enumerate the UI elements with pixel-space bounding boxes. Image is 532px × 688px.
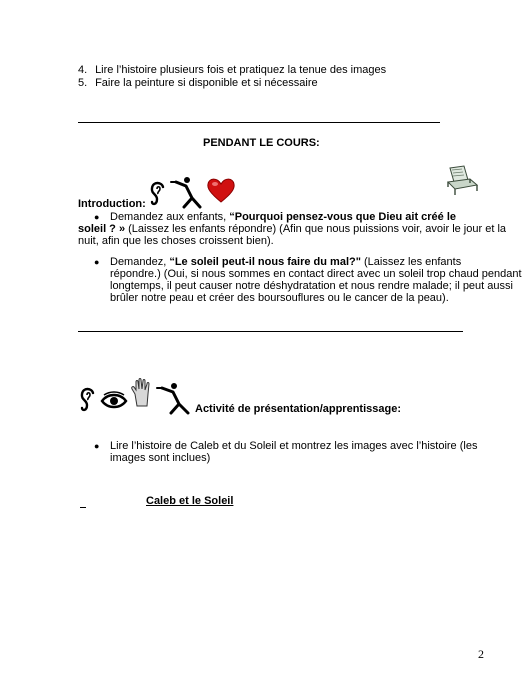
activity-title: Activité de présentation/apprentissage: [195, 403, 401, 415]
eye-icon [100, 392, 128, 410]
intro-bullet-1: ● Demandez aux enfants, “Pourquoi pensez-vous que Dieu ait créé le [94, 211, 457, 223]
intro-bullet-2-line4: brûler notre peau et créer des boursouflures ou le cancer de la peau). [110, 292, 449, 304]
intro-bullet-2-line2: répondre.) (Oui, si nous sommes en contact direct avec un soleil trop chaud pendant [110, 268, 522, 280]
activity-bullet-line2: images sont inclues) [110, 452, 211, 464]
bullet-dot-icon: ● [94, 212, 100, 222]
list-item-4: 4. Lire l’histoire plusieurs fois et pratiquez la tenue des images [78, 64, 387, 76]
stretching-person-icon [156, 382, 194, 414]
section-title: PENDANT LE COURS: [203, 137, 320, 149]
bullet-dot-icon: ● [94, 441, 100, 451]
intro-bullet-1-line3: nuit, afin que les choses croissent bien). [78, 235, 274, 247]
activity-bullet: ● Lire l’histoire de Caleb et du Soleil et montrez les images avec l’histoire (les [94, 440, 478, 452]
chair-icon [444, 164, 480, 196]
list-item-text: Faire la peinture si disponible et si nécessaire [95, 77, 318, 89]
divider-top [78, 122, 440, 123]
intro-bullet-2-line3: longtemps, il peut causer notre déshydratation et nous rendre malade; il peut aussi [110, 280, 513, 292]
ear-icon [148, 180, 168, 208]
story-title: Caleb et le Soleil [146, 495, 234, 507]
page-number: 2 [478, 647, 484, 661]
list-item-text: Lire l’histoire plusieurs fois et pratiquez la tenue des images [95, 64, 387, 76]
hand-icon [130, 378, 154, 408]
intro-bullet-2: ● Demandez, “Le soleil peut-il nous faire du mal?" (Laissez les enfants [94, 256, 462, 268]
stretching-person-icon [170, 176, 204, 208]
intro-bullet-1-line2: soleil ? » (Laissez les enfants répondre) (Afin que nous puissions voir, avoir le jour et la [78, 223, 507, 235]
list-item-5: 5. Faire la peinture si disponible et si nécessaire [78, 77, 318, 89]
heart-icon [206, 176, 236, 204]
short-dash [80, 507, 86, 508]
divider-middle [78, 331, 463, 332]
ear-icon [78, 386, 98, 414]
intro-label: Introduction: [78, 198, 146, 210]
bullet-dot-icon: ● [94, 257, 100, 267]
